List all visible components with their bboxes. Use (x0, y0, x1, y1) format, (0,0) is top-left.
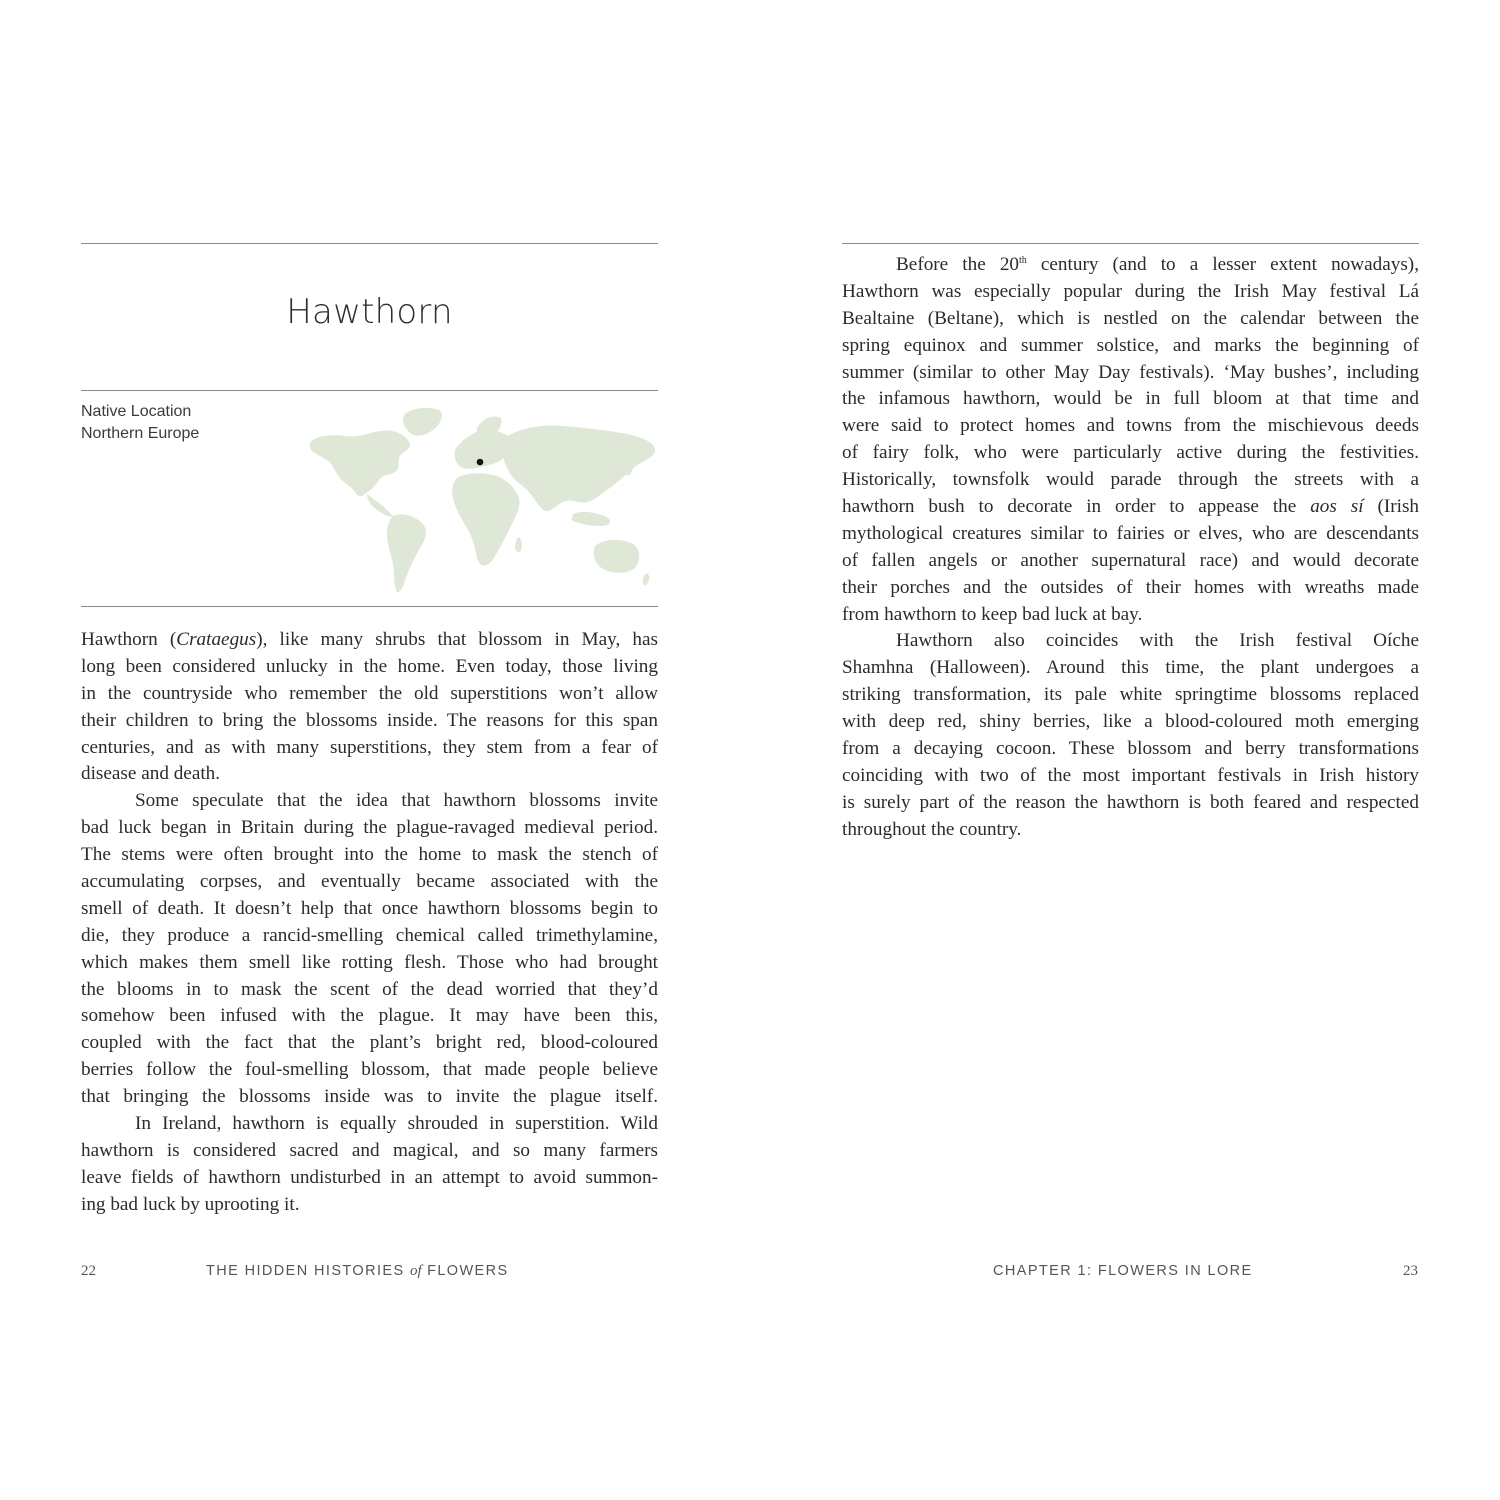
text-line: coinciding with two of the most important festivals in Irish history (842, 764, 1419, 786)
text-line: with deep red, shiny berries, like a blood-coloured moth emerging (842, 711, 1419, 733)
running-head-right: CHAPTER 1: FLOWERS IN LORE (993, 1263, 1253, 1279)
text-line: Hawthorn was especially popular during the Irish May festival Lá (842, 280, 1419, 302)
text-line: mythological creatures similar to fairies or elves, who are descendants (842, 522, 1419, 544)
text-line: accumulating corpses, and eventually became associated with the (81, 871, 658, 893)
text-line: in the countryside who remember the old superstitions won’t allow (81, 682, 658, 704)
right-page-body (842, 252, 1419, 844)
left-page-body (81, 627, 658, 1219)
text-line: berries follow the foul-smelling blossom, that made people believe (81, 1059, 658, 1081)
text-line: somehow been infused with the plague. It may have been this, (81, 1005, 658, 1027)
text-line: leave fields of hawthorn undisturbed in an attempt to avoid summon- (81, 1166, 658, 1188)
map-new-zealand (643, 574, 649, 586)
text-line: their porches and the outsides of their homes with wreaths made (842, 576, 1419, 598)
text-line: long been considered unlucky in the home. Even today, those living (81, 655, 658, 677)
text-line: summer (similar to other May Day festivals). ‘May bushes’, including (842, 361, 1419, 383)
genus-name: Crataegus (176, 629, 257, 650)
aos-si-term: aos sí (1310, 496, 1364, 518)
text-line: that bringing the blossoms inside was to invite the plague itself. (81, 1086, 658, 1108)
map-australia (594, 540, 640, 573)
text-line: which makes them smell like rotting flesh. Those who had brought (81, 951, 658, 973)
map-madagascar (515, 538, 522, 552)
text-line: Some speculate that the idea that hawthorn blossoms invite (135, 790, 658, 812)
text-line: throughout the country. (842, 818, 1022, 840)
map-british-isles (458, 446, 465, 458)
text-line: ing bad luck by uprooting it. (81, 1193, 300, 1215)
map-greenland (403, 408, 442, 436)
map-north-america (310, 431, 410, 497)
text-line: were said to protect homes and towns from the mischievous deeds (842, 415, 1419, 437)
text-line: The stems were often brought into the home to mask the stench of (81, 844, 658, 866)
top-rule-left (81, 243, 658, 244)
world-map-land (310, 408, 655, 592)
native-location-label: Native Location (81, 403, 192, 420)
text-line: spring equinox and summer solstice, and marks the beginning of (842, 334, 1419, 356)
page-title: Hawthorn (286, 292, 453, 332)
text-line: In Ireland, hawthorn is equally shrouded in superstition. Wild (135, 1113, 658, 1135)
text-line: striking transformation, its pale white springtime blossoms replaced (842, 684, 1419, 706)
world-map (305, 398, 660, 598)
text-line: bad luck began in Britain during the plague-ravaged medieval period. (81, 817, 658, 839)
text-line: centuries, and as with many superstitions, they stem from a fear of (81, 736, 658, 758)
text-line: the infamous hawthorn, would be in full bloom at that time and (842, 388, 1419, 410)
native-location-marker (477, 459, 484, 466)
text-line: is surely part of the reason the hawthorn is both feared and respected (842, 791, 1419, 813)
text-line: of fallen angels or another supernatural race) and would decorate (842, 549, 1419, 571)
text-line: hawthorn is considered sacred and magical, and so many farmers (81, 1139, 658, 1161)
text-line: Historically, townsfolk would parade through the streets with a (842, 469, 1419, 491)
text-line: die, they produce a rancid-smelling chemical called trimethylamine, (81, 924, 658, 946)
text-line: from hawthorn to keep bad luck at bay. (842, 603, 1143, 625)
map-rule (81, 606, 658, 607)
top-rule-right (842, 243, 1419, 244)
text-line: smell of death. It doesn’t help that once hawthorn blossoms begin to (81, 897, 658, 919)
running-head-left: THE HIDDEN HISTORIES of FLOWERS (206, 1263, 509, 1279)
map-indonesia (571, 512, 610, 526)
text-line: from a decaying cocoon. These blossom and berry transformations (842, 738, 1419, 760)
native-location-value: Northern Europe (81, 425, 200, 442)
page-number-left: 22 (81, 1263, 96, 1279)
text-line: hawthorn bush to decorate in order to appease the aos sí (Irish (842, 496, 1420, 518)
text-line: the blooms in to mask the scent of the dead worried that they’d (81, 978, 658, 1000)
text-line: their children to bring the blossoms inside. The reasons for this span (81, 709, 658, 731)
text-line: Shamhna (Halloween). Around this time, the plant undergoes a (842, 657, 1419, 679)
map-south-america (387, 514, 426, 592)
text-line: Bealtaine (Beltane), which is nestled on the calendar between the (842, 307, 1419, 329)
text-line: Before the 20th century (and to a lesser extent nowadays), (896, 254, 1419, 275)
page-number-right: 23 (1403, 1263, 1418, 1279)
text-line: disease and death. (81, 763, 221, 785)
text-line: coupled with the fact that the plant’s bright red, blood-coloured (81, 1032, 658, 1054)
title-rule (81, 390, 658, 391)
text-line: Hawthorn (Crataegus), like many shrubs that blossom in May, has (81, 629, 658, 650)
text-line: of fairy folk, who were particularly active during the festivities. (842, 442, 1419, 464)
map-africa (452, 473, 519, 565)
text-line: Hawthorn also coincides with the Irish festival Oíche (896, 630, 1419, 652)
map-central-america (367, 494, 393, 517)
